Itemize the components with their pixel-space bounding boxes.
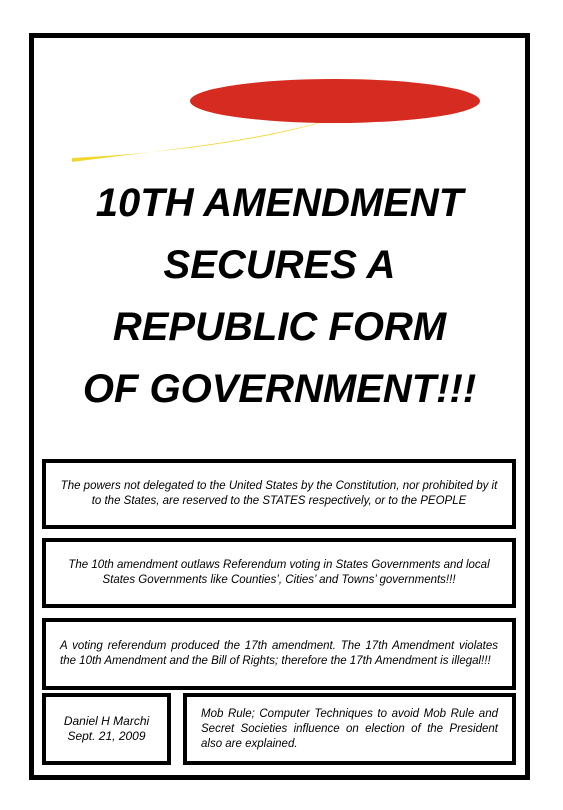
seventeenth-amendment-text-box [42, 618, 516, 690]
seventeenth-amendment-text: A voting referendum produced the 17th amendment. The 17th Amendment violates the 10th Amendment and the Bill of Rights; therefore the 17th Amendment is illegal!!! [60, 640, 498, 667]
ellipse-swoosh-logo-icon [70, 70, 490, 170]
referendum-text: The 10th amendment outlaws Referendum voting in States Governments and local States Governments like Counties’, Cities’ and Towns’ governments!!! [68, 559, 490, 586]
headline-line-3: REPUBLIC FORM [112, 305, 447, 349]
headline-line-1: 10TH AMENDMENT [95, 181, 464, 225]
signature-box [42, 693, 171, 765]
signature-text [52, 714, 161, 744]
powers-text-box [42, 459, 516, 529]
referendum-text-box [42, 538, 516, 608]
author-name: Daniel H Marchi [63, 714, 150, 728]
red-ellipse [190, 79, 480, 123]
signature-date: Sept. 21, 2009 [67, 729, 146, 743]
headline-line-2: SECURES A [163, 243, 396, 287]
mob-rule-text-box [183, 693, 516, 765]
powers-text: The powers not delegated to the United States by the Constitution, nor prohibited by it to the States, are reserved to the STATES respectively, or to the PEOPLE [60, 480, 498, 507]
mob-rule-text: Mob Rule; Computer Techniques to avoid Mob Rule and Secret Societies influence on election of the President also are explained. [201, 707, 498, 750]
headline-line-4: OF GOVERNMENT!!! [82, 367, 477, 411]
headline [34, 172, 525, 420]
